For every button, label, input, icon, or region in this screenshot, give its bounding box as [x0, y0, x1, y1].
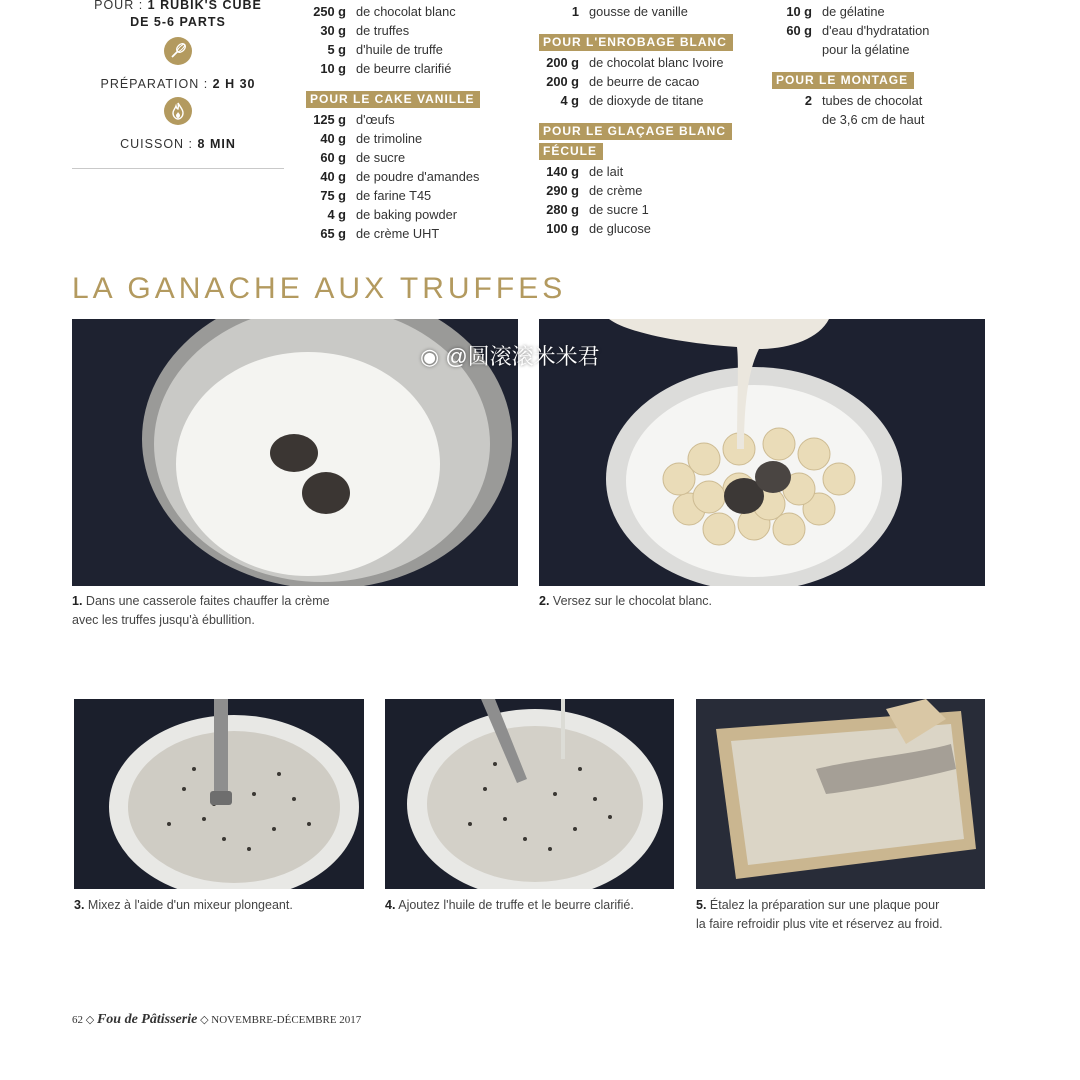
ingredient-row: [306, 110, 526, 129]
ingredients-column-1: [306, 2, 526, 243]
ingredient-quantity: [772, 40, 812, 59]
page-number: 62: [72, 1014, 83, 1026]
servings-value: 1 RUBIK'S CUBE: [147, 0, 262, 12]
servings-label: POUR :: [94, 0, 144, 12]
ingredient-quantity: 200 g: [546, 74, 579, 89]
ingredient-quantity: 140 g: [546, 164, 579, 179]
cuisson-value: 8 MIN: [197, 137, 236, 151]
step-3-number: 3.: [74, 898, 85, 912]
step-2-text: Versez sur le chocolat blanc.: [552, 594, 713, 608]
section-tag-montage: POUR LE MONTAGE: [772, 72, 914, 89]
ingredient-name: de sucre: [356, 150, 406, 165]
ingredient-quantity: 250 g: [313, 4, 346, 19]
ingredient-row: [539, 53, 769, 72]
ingredient-name: de crème: [589, 183, 643, 198]
diamond-icon: ◇: [85, 1014, 97, 1026]
info-divider: [72, 168, 284, 169]
ingredient-row: [306, 148, 526, 167]
magazine-brand: Fou de Pâtisserie: [96, 1012, 198, 1027]
ingredients-column-3: [772, 2, 992, 129]
ingredient-quantity: [772, 110, 812, 129]
ingredient-row: [539, 2, 769, 21]
ingredient-row: [772, 21, 992, 40]
ingredient-quantity: 280 g: [546, 202, 579, 217]
section-tag-glacage: POUR LE GLAÇAGE BLANC: [539, 123, 732, 140]
ingredient-quantity: 10 g: [786, 4, 812, 19]
ingredient-quantity: 60 g: [786, 23, 812, 38]
ingredient-row: [539, 162, 769, 181]
ingredient-row: [539, 219, 769, 238]
weibo-icon: ◉: [420, 344, 440, 369]
ingredient-quantity: 4 g: [560, 93, 579, 108]
ingredient-row: [306, 186, 526, 205]
step-1-text: Dans une casserole faites chauffer la crème: [85, 594, 330, 608]
ingredient-name: de sucre 1: [589, 202, 649, 217]
step-5-text-continued: la faire refroidir plus vite et réservez au froid.: [696, 917, 943, 931]
step-5-text: Étalez la préparation sur une plaque pour: [709, 898, 940, 912]
ingredient-name: pour la gélatine: [822, 42, 910, 57]
ingredient-row: [306, 129, 526, 148]
ingredient-row: [306, 224, 526, 243]
watermark: [420, 340, 600, 371]
ingredient-quantity: 40 g: [320, 169, 346, 184]
ingredient-quantity: 1: [571, 4, 579, 19]
ingredient-row: [306, 40, 526, 59]
ingredient-row: [539, 91, 769, 110]
ingredient-row: [772, 2, 992, 21]
ingredient-quantity: 2: [804, 93, 812, 108]
step-3-caption: [74, 896, 374, 915]
recipe-info: [72, 0, 284, 151]
ingredient-name: de glucose: [589, 221, 651, 236]
ingredient-quantity: 200 g: [546, 55, 579, 70]
step-4-number: 4.: [385, 898, 396, 912]
ingredient-name: de trimoline: [356, 131, 423, 146]
ingredient-quantity: 30 g: [320, 23, 346, 38]
section-tag-glacage-fecule: FÉCULE: [539, 143, 603, 160]
ingredient-quantity: 290 g: [546, 183, 579, 198]
ingredient-quantity: 5 g: [327, 42, 346, 57]
step-1-text-continued: avec les truffes jusqu'à ébullition.: [72, 613, 255, 627]
ingredient-row: [539, 72, 769, 91]
ingredients-column-2: [539, 2, 769, 238]
step-1-number: 1.: [72, 594, 83, 608]
step-4-photo: [385, 699, 674, 889]
ingredient-name: de 3,6 cm de haut: [822, 112, 925, 127]
ingredient-quantity: 10 g: [320, 61, 346, 76]
ingredient-row: [772, 91, 992, 110]
ingredient-quantity: 125 g: [313, 112, 346, 127]
page-footer: [72, 1012, 361, 1028]
diamond-icon: ◇: [200, 1014, 212, 1026]
parts-value: DE 5-6 PARTS: [130, 15, 226, 29]
ingredient-row: [539, 200, 769, 219]
preparation-label: PRÉPARATION :: [100, 77, 209, 91]
ingredient-name: de lait: [589, 164, 624, 179]
ingredient-name: de chocolat blanc Ivoire: [589, 55, 724, 70]
servings-line: [72, 0, 284, 12]
ingredient-quantity: 65 g: [320, 226, 346, 241]
step-3-text: Mixez à l'aide d'un mixeur plongeant.: [87, 898, 293, 912]
section-tag-cake-vanille: POUR LE CAKE VANILLE: [306, 91, 480, 108]
cuisson-line: [72, 137, 284, 151]
ingredient-quantity: 75 g: [320, 188, 346, 203]
preparation-line: [72, 77, 284, 91]
issue-date: NOVEMBRE-DÉCEMBRE 2017: [211, 1014, 362, 1026]
step-5-number: 5.: [696, 898, 707, 912]
ingredient-quantity: 4 g: [327, 207, 346, 222]
ingredient-name: de truffes: [356, 23, 410, 38]
section-tag-enrobage: POUR L'ENROBAGE BLANC: [539, 34, 733, 51]
step-4-text: Ajoutez l'huile de truffe et le beurre clarifié.: [398, 898, 634, 912]
ingredient-name: de dioxyde de titane: [589, 93, 704, 108]
ingredient-name: d'eau d'hydratation: [822, 23, 930, 38]
cuisson-label: CUISSON :: [120, 137, 194, 151]
ingredient-quantity: 60 g: [320, 150, 346, 165]
ingredient-name: de poudre d'amandes: [356, 169, 480, 184]
ingredient-row: [306, 21, 526, 40]
section-title: LA GANACHE AUX TRUFFES: [72, 272, 567, 305]
ingredient-quantity: 40 g: [320, 131, 346, 146]
step-2-caption: [539, 592, 985, 611]
ingredient-row: [539, 181, 769, 200]
step-3-photo: [74, 699, 364, 889]
step-2-photo: [539, 319, 985, 586]
whisk-icon: [164, 37, 192, 65]
step-1-caption: [72, 592, 518, 630]
parts-line: [72, 15, 284, 29]
ingredient-name: de gélatine: [822, 4, 885, 19]
ingredient-row: [772, 40, 992, 59]
step-5-photo: [696, 699, 985, 889]
ingredient-name: de crème UHT: [356, 226, 440, 241]
ingredient-row: [306, 59, 526, 78]
watermark-text: @圆滚滚米米君: [445, 344, 600, 369]
ingredient-name: de chocolat blanc: [356, 4, 456, 19]
ingredient-row: [306, 205, 526, 224]
ingredient-name: de farine T45: [356, 188, 432, 203]
ingredient-name: d'œufs: [356, 112, 395, 127]
ingredient-name: de baking powder: [356, 207, 458, 222]
ingredient-name: d'huile de truffe: [356, 42, 443, 57]
step-4-caption: [385, 896, 685, 915]
ingredient-name: de beurre clarifié: [356, 61, 452, 76]
preparation-value: 2 H 30: [212, 77, 256, 91]
ingredient-name: de beurre de cacao: [589, 74, 700, 89]
ingredient-name: gousse de vanille: [589, 4, 688, 19]
ingredient-row: [306, 2, 526, 21]
ingredient-row: [772, 110, 992, 129]
step-2-number: 2.: [539, 594, 550, 608]
ingredient-name: tubes de chocolat: [822, 93, 923, 108]
ingredient-row: [306, 167, 526, 186]
ingredient-quantity: 100 g: [546, 221, 579, 236]
step-5-caption: [696, 896, 996, 934]
flame-icon: [164, 97, 192, 125]
